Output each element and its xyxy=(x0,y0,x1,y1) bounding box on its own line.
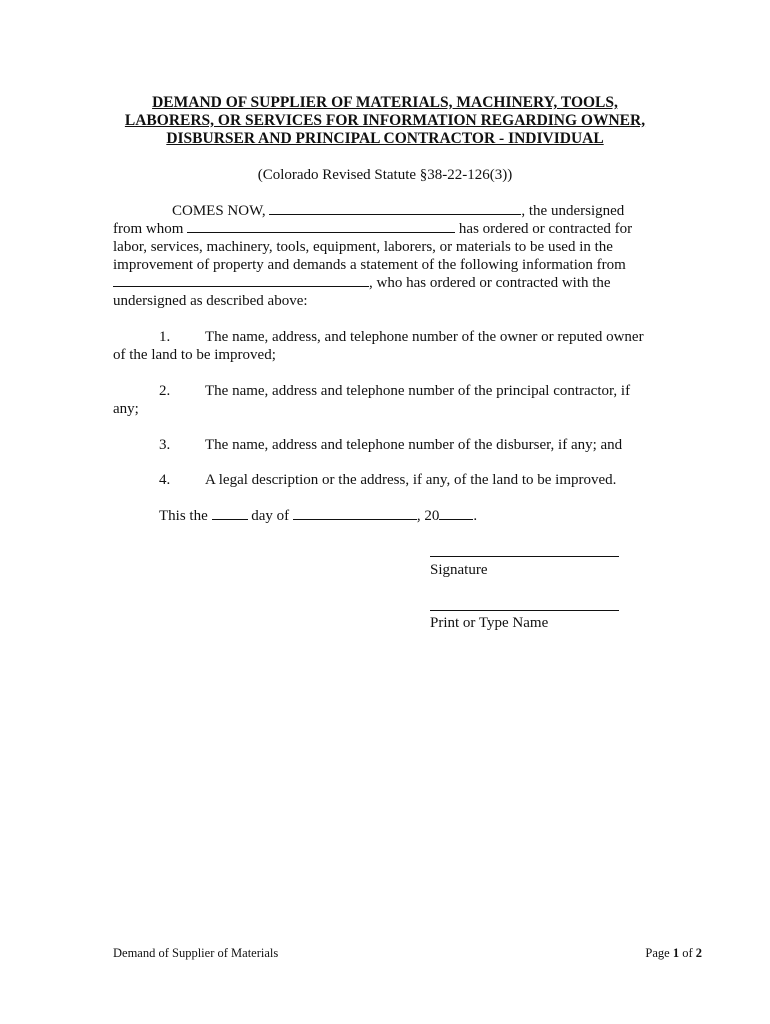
signature-label: Signature xyxy=(430,562,488,578)
who-has-text: , who has ordered or contracted with the xyxy=(369,275,611,291)
item-3-number: 3. xyxy=(159,437,171,453)
page-number xyxy=(645,945,702,961)
item-4-number: 4. xyxy=(159,472,171,488)
page-prefix: Page xyxy=(645,946,670,960)
date-period: . xyxy=(473,508,478,524)
page-current: 1 xyxy=(672,946,680,960)
intro-line-1 xyxy=(172,202,624,220)
item-4-text: A legal description or the address, if any, of the land to be improved. xyxy=(205,472,617,488)
title-line-2: LABORERS, OR SERVICES FOR INFORMATION REGARDING OWNER, xyxy=(124,112,646,129)
intro-line-2 xyxy=(113,220,632,238)
intro-line-6: undersigned as described above: xyxy=(113,293,308,309)
item-2-number: 2. xyxy=(159,383,171,399)
title-line-1: DEMAND OF SUPPLIER OF MATERIALS, MACHINERY, TOOLS, xyxy=(152,94,618,111)
comes-now-text: COMES NOW, xyxy=(172,203,266,219)
comma-20-text: , 20 xyxy=(416,508,440,524)
this-the-text: This the xyxy=(159,508,208,524)
undersigned-name-blank[interactable] xyxy=(269,202,521,215)
page-of: of xyxy=(682,946,693,960)
item-2-text: The name, address and telephone number of the principal contractor, if xyxy=(205,383,631,399)
day-of-text: day of xyxy=(251,508,290,524)
page-total: 2 xyxy=(695,946,702,960)
the-undersigned-text: , the undersigned xyxy=(521,203,625,219)
statute-reference: (Colorado Revised Statute §38-22-126(3)) xyxy=(257,167,513,183)
item-2-continuation: any; xyxy=(113,401,139,417)
title-line-3: DISBURSER AND PRINCIPAL CONTRACTOR - INDIVIDUAL xyxy=(166,130,604,147)
year-blank[interactable] xyxy=(439,507,473,520)
from-whom-blank[interactable] xyxy=(187,220,455,233)
print-name-line[interactable] xyxy=(430,610,619,611)
month-blank[interactable] xyxy=(293,507,417,520)
item-1-continuation: of the land to be improved; xyxy=(113,347,276,363)
item-1-number: 1. xyxy=(159,329,171,345)
footer-title: Demand of Supplier of Materials xyxy=(113,946,279,960)
from-whom-text: from whom xyxy=(113,221,184,237)
has-ordered-text: has ordered or contracted for xyxy=(458,221,633,237)
item-3-text: The name, address and telephone number of the disburser, if any; and xyxy=(205,437,623,453)
item-1-text: The name, address, and telephone number of the owner or reputed owner xyxy=(205,329,644,345)
signature-line[interactable] xyxy=(430,556,619,557)
intro-line-5 xyxy=(113,274,611,292)
demand-recipient-blank[interactable] xyxy=(113,274,369,287)
date-line xyxy=(159,507,477,525)
intro-line-4: improvement of property and demands a statement of the following information from xyxy=(113,257,626,273)
day-blank[interactable] xyxy=(212,507,248,520)
intro-line-3: labor, services, machinery, tools, equipment, laborers, or materials to be used in the xyxy=(113,239,613,255)
print-name-label: Print or Type Name xyxy=(430,615,549,631)
